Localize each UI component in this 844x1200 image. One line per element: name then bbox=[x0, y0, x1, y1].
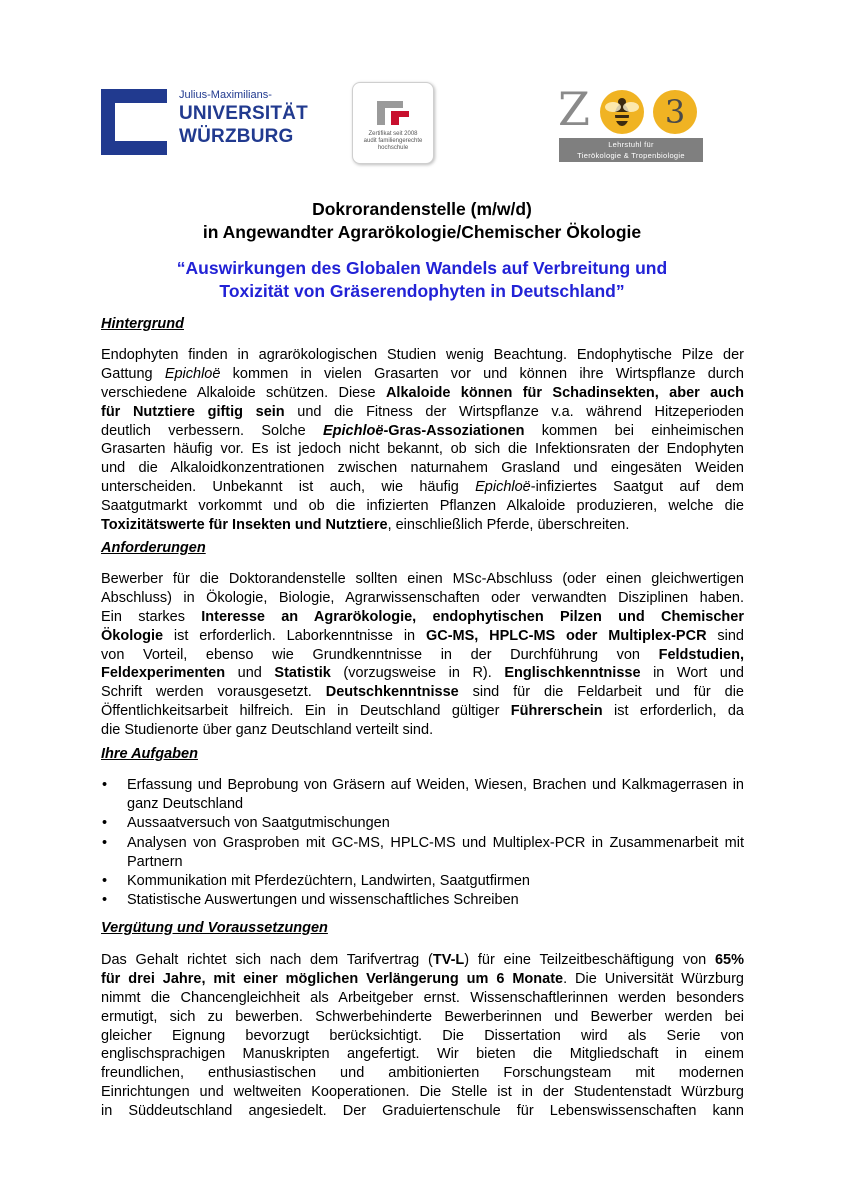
task-list bbox=[101, 776, 744, 911]
zoo3-band bbox=[559, 138, 703, 162]
university-logo-line1: Julius-Maximilians- bbox=[179, 89, 272, 101]
text-line: Das Gehalt richtet sich nach dem Tarifvertrag (TV-L) für eine Teilzeitbeschäftigung von 65% bbox=[101, 952, 744, 968]
audit-caption-3: hochschule bbox=[377, 145, 409, 151]
list-item: • Erfassung und Beprobung von Gräsern auf Weiden, Wiesen, Brachen und Kalkmagerrasen in ganz Deutschland bbox=[102, 777, 744, 812]
text-line: Endophyten finden in agrarökologischen Studien wenig Beachtung. Endophytische Pilze der bbox=[101, 347, 744, 363]
document-title-line1: Dokrorandenstelle (m/w/d) bbox=[312, 199, 532, 219]
text-line: gleicher Eignung bevorzugt berücksichtigt. Die Dissertation wird als Serie von bbox=[101, 1027, 744, 1044]
zoo3-band-line1: Lehrstuhl für bbox=[608, 140, 654, 149]
text-line: deutlich verbessern. Solche Epichloë-Gras-Assoziationen kommen bei einheimischen bbox=[101, 422, 745, 439]
university-wuerzburg-logo bbox=[101, 89, 308, 155]
bullet-icon: • bbox=[102, 815, 108, 832]
zoo3-band-line2: Tierökologie & Tropenbiologie bbox=[577, 151, 685, 160]
bee-icon bbox=[600, 90, 644, 134]
text-line: Ein starkes Interesse an Agrarökologie, endophytischen Pilzen und Chemischer bbox=[101, 608, 744, 625]
text-line: für drei Jahre, mit einer möglichen Verlängerung um 6 Monate. Die Universität Würzburg bbox=[101, 970, 744, 987]
audit-mark-icon bbox=[374, 97, 412, 127]
bullet-icon: • bbox=[102, 892, 108, 909]
text-line: für Nutztiere giftig sein und die Fitness der Wirtspflanze v.a. während Hitzeperioden bbox=[101, 403, 744, 420]
text-line: die Studienorte über ganz Deutschland verteilt sind. bbox=[101, 722, 434, 739]
text-line: und die Alkaloidkonzentrationen zwischen naturnahem Grasland und eingesäten Weiden bbox=[101, 460, 744, 477]
list-item: • Kommunikation mit Pferdezüchtern, Landwirten, Saatgutfirmen bbox=[102, 873, 530, 890]
audit-caption-1: Zertifikat seit 2008 bbox=[368, 131, 418, 137]
text-line: Bewerber für die Doktorandenstelle sollten einen MSc-Abschluss (oder einen gleichwertigen bbox=[101, 571, 744, 587]
list-item: • Aussaatversuch von Saatgutmischungen bbox=[102, 815, 390, 832]
paragraph-hintergrund bbox=[101, 346, 744, 535]
text-line: Feldexperimenten und Statistik (vorzugsweise in R). Englischkenntnisse in Wort und bbox=[101, 665, 744, 682]
text-line: Abschluss) in Ökologie, Biologie, Agrarwissenschaften oder verwandten Disziplinen haben. bbox=[101, 589, 744, 606]
project-title-line1: “Auswirkungen des Globalen Wandels auf Verbreitung und bbox=[176, 258, 668, 278]
zoo3-logo bbox=[556, 82, 706, 164]
zoo3-digit-circle bbox=[653, 90, 697, 134]
text-line: Schrift werden vorausgesetzt. Deutschkenntnisse sind für die Feldarbeit und für die bbox=[101, 684, 744, 701]
university-logo-line2: UNIVERSITÄT bbox=[179, 103, 308, 124]
list-item: • Analysen von Grasproben mit GC-MS, HPLC-MS und Multiplex-PCR in Zusammenarbeit mit Partnern bbox=[102, 834, 744, 870]
document-title-line2: in Angewandter Agrarökologie/Chemischer Ökologie bbox=[202, 222, 642, 242]
text-line: unterscheiden. Unbekannt ist auch, wie häufig Epichloë-infiziertes Saatgut auf dem bbox=[101, 479, 744, 496]
zoo3-letter-z: Z bbox=[558, 82, 590, 136]
heading-aufgaben: Ihre Aufgaben bbox=[101, 746, 198, 762]
audit-caption-2: audit familiengerechte bbox=[363, 138, 423, 144]
paragraph-verguetung bbox=[101, 951, 744, 1121]
text-line: Öffentlichkeitsarbeit hilfreich. Ein in Deutschland gültiger Führerschein ist erforderlich, da bbox=[101, 703, 744, 720]
bullet-icon: • bbox=[102, 834, 108, 851]
heading-anforderungen: Anforderungen bbox=[101, 540, 206, 556]
text-line: Gattung Epichloë kommen in vielen Grasarten vor und können ihre Wirtspflanze durch bbox=[101, 365, 744, 382]
text-line: verschiedene Alkaloide schützen. Diese Alkaloide können für Schadinsekten, aber auch bbox=[101, 384, 744, 401]
project-title-line2: Toxizität von Gräserendophyten in Deutschland” bbox=[219, 281, 625, 301]
bullet-icon: • bbox=[102, 777, 108, 793]
text-line: nimmt die Chancengleichheit als Arbeitgeber ernst. Wissenschaftlerinnen werden besonders bbox=[101, 989, 744, 1006]
university-logo-line3: WÜRZBURG bbox=[179, 126, 294, 147]
text-line: Toxizitätswerte für Insekten und Nutztiere, einschließlich Pferde, überschreiten. bbox=[101, 517, 630, 534]
text-line: Ökologie ist erforderlich. Laborkenntnisse in GC-MS, HPLC-MS oder Multiplex-PCR sind bbox=[101, 627, 744, 644]
text-line: englischsprachigen Manuskripten angefertigt. Wir bieten die Mitgliedschaft in einem bbox=[101, 1046, 744, 1063]
zoo3-digit: 3 bbox=[664, 93, 686, 131]
text-line: ermutigt, sich zu bewerben. Schwerbehinderte Bewerberinnen und Bewerber werden bei bbox=[101, 1008, 744, 1025]
text-line: von Vorteil, ebenso wie Grundkenntnisse in der Durchführung von Feldstudien, bbox=[101, 646, 744, 663]
text-line: Grasarten häufig vor. Es ist jedoch nicht bekannt, ob sich die Infektionsraten der Endophyten bbox=[101, 441, 744, 458]
heading-verguetung: Vergütung und Voraussetzungen bbox=[101, 920, 328, 936]
heading-hintergrund: Hintergrund bbox=[101, 316, 184, 332]
text-line: Einrichtungen und weltweiten Kooperationen. Die Stelle ist in der Studentenstadt Würzburg bbox=[101, 1084, 744, 1101]
list-item: • Statistische Auswertungen und wissenschaftliches Schreiben bbox=[102, 892, 519, 909]
text-line: in Süddeutschland angesiedelt. Der Graduiertenschule für Lebenswissenschaften kann bbox=[101, 1103, 744, 1120]
university-logo-mark bbox=[101, 89, 167, 155]
bullet-icon: • bbox=[102, 873, 108, 890]
audit-familiengerechte-hochschule-logo bbox=[352, 82, 434, 164]
text-line: freundlichen, enthusiastischen und ambitionierten Forschungsteam mit modernen bbox=[101, 1065, 744, 1082]
text-line: Saatgutmarkt vorkommt und ob die infizierten Pflanzen Alkaloide produzieren, welche die bbox=[101, 498, 744, 515]
paragraph-anforderungen bbox=[101, 570, 744, 740]
